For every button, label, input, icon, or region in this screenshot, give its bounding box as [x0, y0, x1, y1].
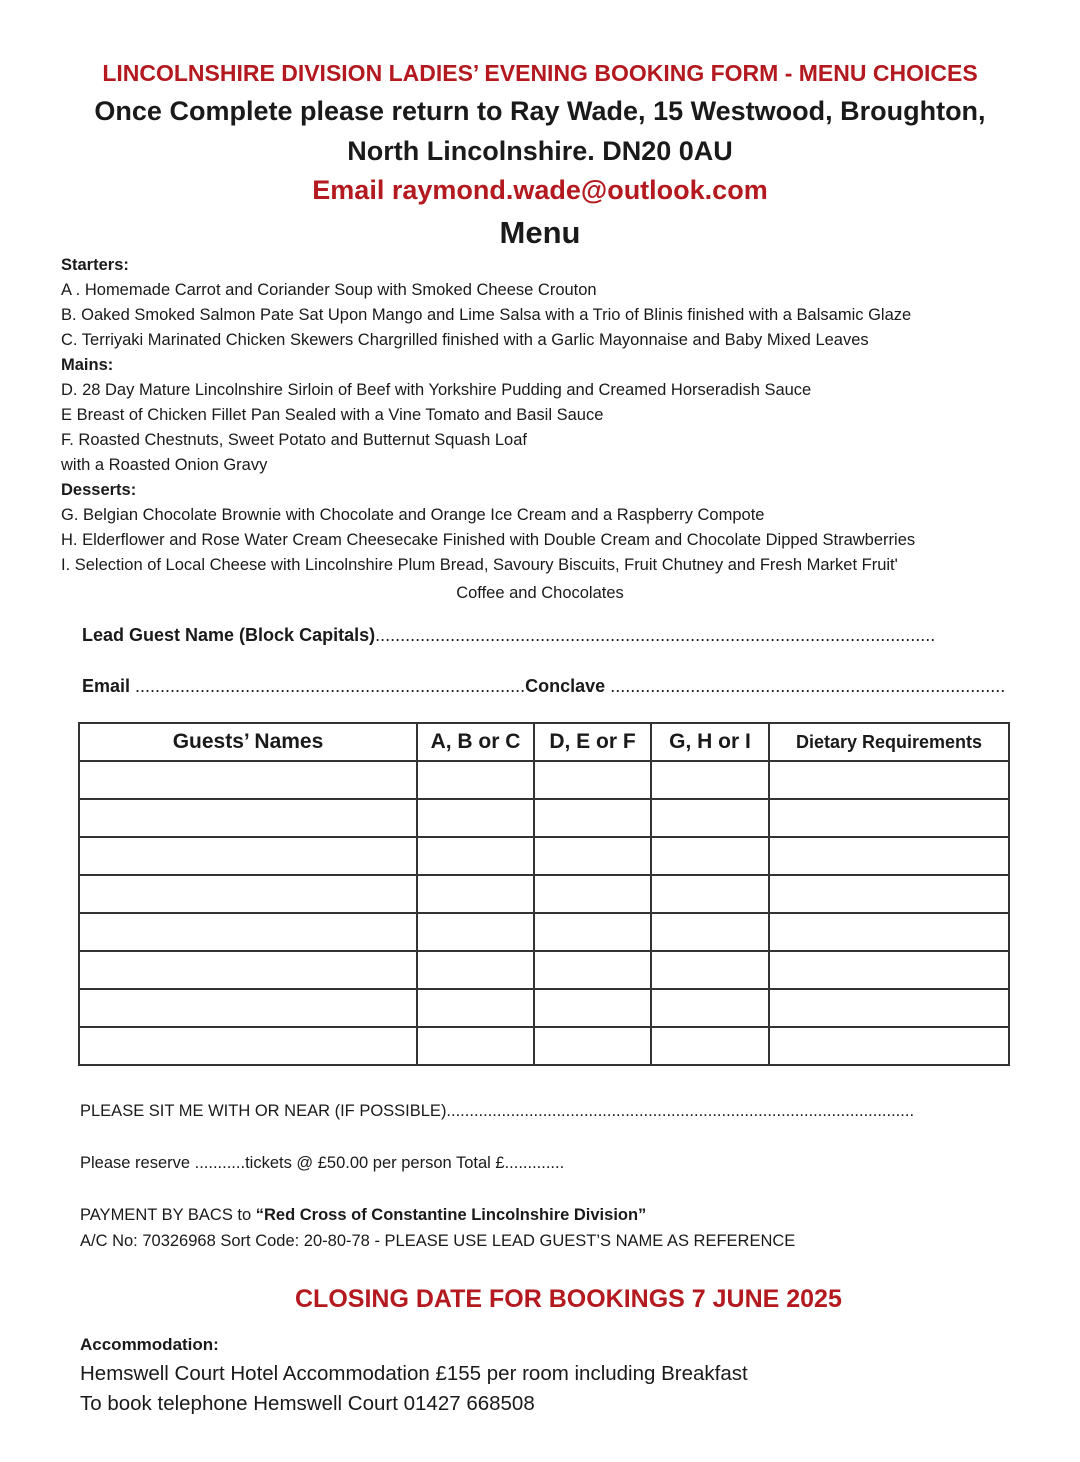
return-address-line1: Once Complete please return to Ray Wade, 15 Westwood, Broughton,: [94, 96, 986, 126]
payment-prefix: PAYMENT BY BACS to: [80, 1206, 256, 1224]
col-main: D, E or F: [534, 723, 651, 761]
guest-name-cell[interactable]: [79, 837, 417, 875]
guest-name-cell[interactable]: [79, 799, 417, 837]
accommodation-label: Accommodation:: [80, 1335, 219, 1354]
starters-label: Starters:: [61, 256, 129, 274]
guest-name-cell[interactable]: [79, 913, 417, 951]
dessert-cell[interactable]: [651, 761, 769, 799]
dessert-i: I. Selection of Local Cheese with Lincolnshire Plum Bread, Savoury Biscuits, Fruit Chutney and Fresh Market Fruit': [61, 556, 898, 574]
main-cell[interactable]: [534, 913, 651, 951]
starter-c: C. Terriyaki Marinated Chicken Skewers Chargrilled finished with a Garlic Mayonnaise and Baby Mixed Leaves: [61, 331, 869, 349]
desserts-label: Desserts:: [61, 481, 137, 499]
lead-guest-field[interactable]: [82, 625, 935, 646]
dietary-cell[interactable]: [769, 837, 1009, 875]
dessert-cell[interactable]: [651, 951, 769, 989]
starter-cell[interactable]: [417, 875, 534, 913]
coffee-note: Coffee and Chocolates: [456, 584, 624, 602]
email-dots: ..............................................................................: [135, 676, 526, 696]
guest-name-cell[interactable]: [79, 989, 417, 1027]
dessert-g: G. Belgian Chocolate Brownie with Chocolate and Orange Ice Cream and a Raspberry Compote: [61, 506, 765, 524]
payment-payee: “Red Cross of Constantine Lincolnshire Division”: [255, 1206, 647, 1224]
dietary-cell[interactable]: [769, 875, 1009, 913]
starter-cell[interactable]: [417, 837, 534, 875]
conclave-dots: ...............................................................................: [610, 676, 1006, 696]
main-e: E Breast of Chicken Fillet Pan Sealed with a Vine Tomato and Basil Sauce: [61, 406, 604, 424]
guest-name-cell[interactable]: [79, 951, 417, 989]
return-address-line2: North Lincolnshire. DN20 0AU: [347, 136, 733, 166]
menu-heading: Menu: [499, 215, 581, 250]
starter-cell[interactable]: [417, 951, 534, 989]
main-cell[interactable]: [534, 951, 651, 989]
main-cell[interactable]: [534, 761, 651, 799]
accommodation-line2: To book telephone Hemswell Court 01427 668508: [80, 1392, 535, 1415]
dessert-cell[interactable]: [651, 837, 769, 875]
table-row: [79, 761, 1009, 799]
closing-date: CLOSING DATE FOR BOOKINGS 7 JUNE 2025: [295, 1285, 842, 1313]
guest-name-cell[interactable]: [79, 1027, 417, 1065]
main-f: F. Roasted Chestnuts, Sweet Potato and Butternut Squash Loaf: [61, 431, 527, 449]
col-starter: A, B or C: [417, 723, 534, 761]
main-cell[interactable]: [534, 989, 651, 1027]
table-header-row: [79, 723, 1009, 761]
main-cell[interactable]: [534, 1027, 651, 1065]
dessert-cell[interactable]: [651, 989, 769, 1027]
conclave-label: Conclave: [525, 676, 606, 696]
guest-name-cell[interactable]: [79, 761, 417, 799]
contact-email: Email raymond.wade@outlook.com: [312, 175, 768, 205]
main-cell[interactable]: [534, 837, 651, 875]
starter-a: A . Homemade Carrot and Coriander Soup with Smoked Cheese Crouton: [61, 281, 597, 299]
table-row: [79, 989, 1009, 1027]
dessert-cell[interactable]: [651, 1027, 769, 1065]
menu-list: [61, 253, 1051, 578]
main-cell[interactable]: [534, 875, 651, 913]
table-row: [79, 875, 1009, 913]
guest-name-cell[interactable]: [79, 875, 417, 913]
table-row: [79, 799, 1009, 837]
accommodation-line1: Hemswell Court Hotel Accommodation £155 per room including Breakfast: [80, 1362, 748, 1385]
col-dessert: G, H or I: [651, 723, 769, 761]
payment-line: [80, 1206, 646, 1225]
table-row: [79, 1027, 1009, 1065]
dessert-cell[interactable]: [651, 875, 769, 913]
form-title: LINCOLNSHIRE DIVISION LADIES’ EVENING BOOKING FORM - MENU CHOICES: [102, 60, 978, 86]
main-cell[interactable]: [534, 799, 651, 837]
main-d: D. 28 Day Mature Lincolnshire Sirloin of Beef with Yorkshire Pudding and Creamed Horseradish Sauce: [61, 381, 812, 399]
dietary-cell[interactable]: [769, 951, 1009, 989]
col-dietary: Dietary Requirements: [769, 723, 1009, 761]
col-guest-names: Guests’ Names: [79, 723, 417, 761]
table-row: [79, 837, 1009, 875]
starter-b: B. Oaked Smoked Salmon Pate Sat Upon Mango and Lime Salsa with a Trio of Blinis finished with a Balsamic Glaze: [61, 306, 912, 324]
ticket-reservation[interactable]: Please reserve ...........tickets @ £50.00 per person Total £.............: [80, 1154, 565, 1172]
dietary-cell[interactable]: [769, 989, 1009, 1027]
dessert-h: H. Elderflower and Rose Water Cream Cheesecake Finished with Double Cream and Chocolate Dipped Strawberries: [61, 531, 916, 549]
starter-cell[interactable]: [417, 799, 534, 837]
starter-cell[interactable]: [417, 989, 534, 1027]
email-field[interactable]: [82, 676, 1005, 697]
dietary-cell[interactable]: [769, 913, 1009, 951]
lead-guest-dots: ................................................................................................................: [375, 625, 936, 645]
starter-cell[interactable]: [417, 1027, 534, 1065]
dietary-cell[interactable]: [769, 799, 1009, 837]
dietary-cell[interactable]: [769, 1027, 1009, 1065]
dietary-cell[interactable]: [769, 761, 1009, 799]
dessert-cell[interactable]: [651, 913, 769, 951]
table-row: [79, 913, 1009, 951]
account-details: A/C No: 70326968 Sort Code: 20-80-78 - PLEASE USE LEAD GUEST’S NAME AS REFERENCE: [80, 1232, 796, 1250]
dessert-cell[interactable]: [651, 799, 769, 837]
lead-guest-label: Lead Guest Name (Block Capitals): [82, 625, 376, 645]
starter-cell[interactable]: [417, 761, 534, 799]
guests-table: [78, 722, 1010, 1066]
main-f-continued: with a Roasted Onion Gravy: [61, 456, 268, 474]
starter-cell[interactable]: [417, 913, 534, 951]
seating-request[interactable]: PLEASE SIT ME WITH OR NEAR (IF POSSIBLE)......................................................................................................: [80, 1102, 915, 1120]
table-row: [79, 951, 1009, 989]
email-label: Email: [82, 676, 131, 696]
mains-label: Mains:: [61, 356, 114, 374]
